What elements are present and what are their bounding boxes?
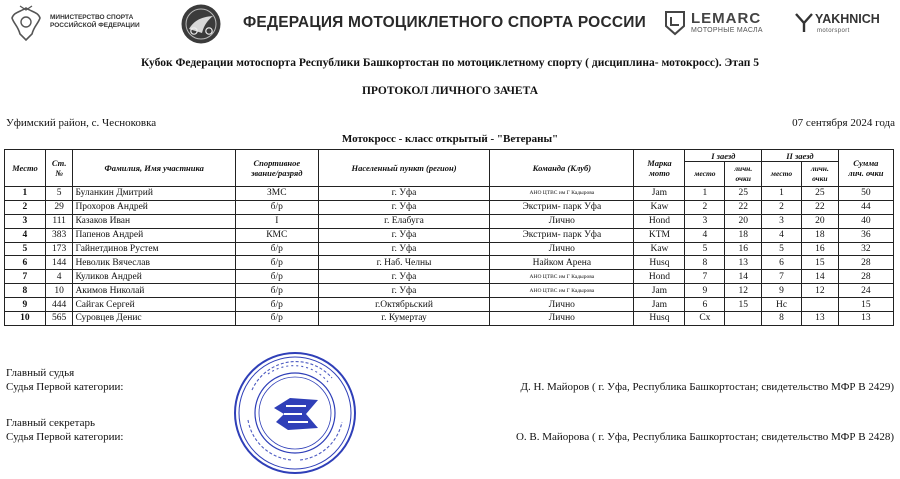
cell-team: Лично [490,242,634,256]
header-race2: II заезд [762,150,839,162]
cell-race1-place: 9 [685,284,725,298]
cell-name: Куликов Андрей [73,270,235,284]
chief-secretary-category: Судья Первой категории: [6,431,124,443]
cell-race2-place: 7 [762,270,802,284]
lemarc-shield-icon [664,10,686,36]
header-brand-line2: мото [649,168,670,178]
cell-team: АНО ЦТВС им Г Кадырова [490,284,634,298]
cell-place: 2 [5,200,46,214]
ministry-emblem-icon [8,4,44,44]
cell-brand: Kaw [634,200,685,214]
cell-number: 4 [45,270,73,284]
cell-sum: 24 [838,284,893,298]
header-race1: I заезд [685,150,762,162]
cell-race1-place: 3 [685,214,725,228]
cell-race2-points: 25 [801,187,838,201]
cell-race1-points: 13 [725,256,762,270]
table-row [5,187,894,201]
cell-sum: 44 [838,200,893,214]
cell-sum: 50 [838,187,893,201]
cell-team: Лично [490,298,634,312]
cell-city: г. Уфа [318,200,490,214]
table-row [5,256,894,270]
chief-secretary-label: Главный секретарь [6,417,95,429]
cell-brand: Jam [634,298,685,312]
ministry-line-1: МИНИСТЕРСТВО СПОРТА [50,14,134,21]
cup-title: Кубок Федерации мотоспорта Республики Башкортостан по мотоциклетному спорту ( дисциплина- мотокросс). Этап 5 [141,57,759,69]
cell-rank: б/р [235,298,318,312]
header-brand-line1: Марка [647,158,672,168]
table-row [5,228,894,242]
header-number [45,150,73,187]
cell-race2-points: 18 [801,228,838,242]
cell-team: Экстрим- парк Уфа [490,228,634,242]
ministry-name [50,14,140,30]
cell-city: г. Уфа [318,270,490,284]
yakhnich-name: YAKHNICH [815,12,880,26]
cell-city: г. Кумертау [318,312,490,326]
header-race1-place: место [685,162,725,187]
cell-name: Казаков Иван [73,214,235,228]
cell-race2-points: 20 [801,214,838,228]
cell-race2-place: 8 [762,312,802,326]
official-stamp-icon [232,350,358,476]
yakhnich-mark-icon [795,12,813,34]
header-place: Место [5,150,46,187]
yakhnich-logo [795,10,895,40]
cell-race2-points: 12 [801,284,838,298]
table-row [5,200,894,214]
cell-race1-place: Сх [685,312,725,326]
cell-brand: Jam [634,284,685,298]
cell-rank: I [235,214,318,228]
cell-sum: 15 [838,298,893,312]
cell-race1-place: 2 [685,200,725,214]
cell-name: Буланкин Дмитрий [73,187,235,201]
cell-race2-points: 13 [801,312,838,326]
header-rank-line2: звание/разряд [251,168,303,178]
cell-rank: ЗМС [235,187,318,201]
cell-name: Гайнетдинов Рустем [73,242,235,256]
table-row [5,242,894,256]
cell-race2-place: Нс [762,298,802,312]
cell-sum: 28 [838,256,893,270]
cell-brand: Jam [634,187,685,201]
cell-place: 6 [5,256,46,270]
cell-race1-points: 20 [725,214,762,228]
lemarc-logo [664,10,784,40]
header-sum-line1: Сумма [853,158,879,168]
cell-sum: 13 [838,312,893,326]
cell-race2-place: 9 [762,284,802,298]
cell-race1-points: 18 [725,228,762,242]
table-row [5,298,894,312]
header-brand [634,150,685,187]
cell-race1-points: 14 [725,270,762,284]
yakhnich-subtitle: motorsport [817,28,850,34]
cell-city: г. Уфа [318,228,490,242]
table-row [5,270,894,284]
cell-brand: KTM [634,228,685,242]
header-number-line2: № [55,168,64,178]
cell-race1-place: 1 [685,187,725,201]
event-location: Уфимский район, с. Чесноковка [6,117,157,129]
cell-race2-place: 4 [762,228,802,242]
cell-rank: КМС [235,228,318,242]
ministry-line-2: РОССИЙСКОЙ ФЕДЕРАЦИИ [50,22,140,29]
cell-race1-points [725,312,762,326]
cell-sum: 36 [838,228,893,242]
cell-race2-place: 2 [762,200,802,214]
cell-brand: Kaw [634,242,685,256]
table-row [5,284,894,298]
cell-rank: б/р [235,284,318,298]
cell-number: 5 [45,187,73,201]
cell-race1-points: 12 [725,284,762,298]
cell-race2-points [801,298,838,312]
cell-race1-place: 7 [685,270,725,284]
cell-race1-place: 4 [685,228,725,242]
cell-number: 444 [45,298,73,312]
cell-team: Лично [490,312,634,326]
cell-team: Лично [490,214,634,228]
cell-team: АНО ЦТВС им Г Кадырова [490,187,634,201]
cell-place: 5 [5,242,46,256]
cell-race1-points: 22 [725,200,762,214]
chief-judge-label: Главный судья [6,367,75,379]
cell-rank: б/р [235,270,318,284]
header-race2-place: место [762,162,802,187]
document-header [0,0,900,48]
table-row [5,312,894,326]
header-rank-line1: Спортивное [253,158,301,168]
cell-race2-points: 15 [801,256,838,270]
cell-number: 29 [45,200,73,214]
cell-number: 10 [45,284,73,298]
cell-place: 10 [5,312,46,326]
header-name: Фамилия, Имя участника [73,150,235,187]
header-sum [838,150,893,187]
cell-place: 1 [5,187,46,201]
federation-logo-icon [180,3,222,45]
cell-race1-place: 8 [685,256,725,270]
header-team: Команда (Клуб) [490,150,634,187]
cell-brand: Husq [634,312,685,326]
cell-city: г. Уфа [318,284,490,298]
federation-title: ФЕДЕРАЦИЯ МОТОЦИКЛЕТНОГО СПОРТА РОССИИ [243,14,646,31]
header-race1-points [725,162,762,187]
header-number-line1: Ст. [51,158,67,168]
cell-race1-points: 25 [725,187,762,201]
cell-race2-place: 1 [762,187,802,201]
chief-judge-signature: Д. Н. Майоров ( г. Уфа, Республика Башкортостан; свидетельство МФР В 2429) [520,381,894,393]
cell-city: г. Елабуга [318,214,490,228]
cell-place: 8 [5,284,46,298]
cell-name: Неволик Вячеслав [73,256,235,270]
cell-sum: 28 [838,270,893,284]
cell-race2-place: 5 [762,242,802,256]
cell-race1-points: 16 [725,242,762,256]
cell-city: г. Уфа [318,187,490,201]
cell-number: 144 [45,256,73,270]
cell-race1-place: 5 [685,242,725,256]
cell-city: г. Наб. Челны [318,256,490,270]
cell-race2-place: 6 [762,256,802,270]
cell-race1-place: 6 [685,298,725,312]
cell-number: 383 [45,228,73,242]
cell-team: Найком Арена [490,256,634,270]
header-city: Населенный пункт (регион) [318,150,490,187]
cell-city: г.Октябрьский [318,298,490,312]
results-body [5,187,894,326]
cell-race2-place: 3 [762,214,802,228]
cell-place: 3 [5,214,46,228]
cell-rank: б/р [235,256,318,270]
chief-secretary-signature: О. В. Майорова ( г. Уфа, Республика Башкортостан; свидетельство МФР В 2428) [515,431,894,443]
cell-race2-points: 14 [801,270,838,284]
cell-race2-points: 16 [801,242,838,256]
header-race2-points [801,162,838,187]
protocol-title: ПРОТОКОЛ ЛИЧНОГО ЗАЧЕТА [361,85,538,97]
table-row [5,214,894,228]
cell-name: Прохоров Андрей [73,200,235,214]
cell-brand: Hond [634,214,685,228]
event-date: 07 сентября 2024 года [792,117,895,129]
header-race1-points-line1: личн. [734,164,753,173]
cell-team: АНО ЦТВС им Г Кадырова [490,270,634,284]
cell-sum: 32 [838,242,893,256]
header-rank [235,150,318,187]
cell-race2-points: 22 [801,200,838,214]
cell-place: 4 [5,228,46,242]
results-table [4,149,894,326]
lemarc-name: LEMARC [691,10,762,27]
header-sum-line2: лич. очки [848,168,884,178]
header-race1-points-line2: очки [735,174,751,183]
cell-place: 7 [5,270,46,284]
header-race2-points-line1: личн. [810,164,829,173]
header-race2-points-line2: очки [812,174,828,183]
cell-name: Суровцев Денис [73,312,235,326]
cell-rank: б/р [235,242,318,256]
cell-team: Экстрим- парк Уфа [490,200,634,214]
cell-city: г. Уфа [318,242,490,256]
cell-race1-points: 15 [725,298,762,312]
cell-rank: б/р [235,312,318,326]
cell-name: Папенов Андрей [73,228,235,242]
class-title: Мотокросс - класс открытый - "Ветераны" [341,133,559,145]
cell-place: 9 [5,298,46,312]
cell-brand: Husq [634,256,685,270]
cell-number: 565 [45,312,73,326]
cell-number: 173 [45,242,73,256]
lemarc-subtitle: МОТОРНЫЕ МАСЛА [691,27,763,34]
cell-name: Сайгак Сергей [73,298,235,312]
table-header-row [5,150,894,162]
cell-rank: б/р [235,200,318,214]
chief-judge-category: Судья Первой категории: [6,381,124,393]
cell-number: 111 [45,214,73,228]
cell-brand: Hond [634,270,685,284]
cell-sum: 40 [838,214,893,228]
cell-name: Акимов Николай [73,284,235,298]
